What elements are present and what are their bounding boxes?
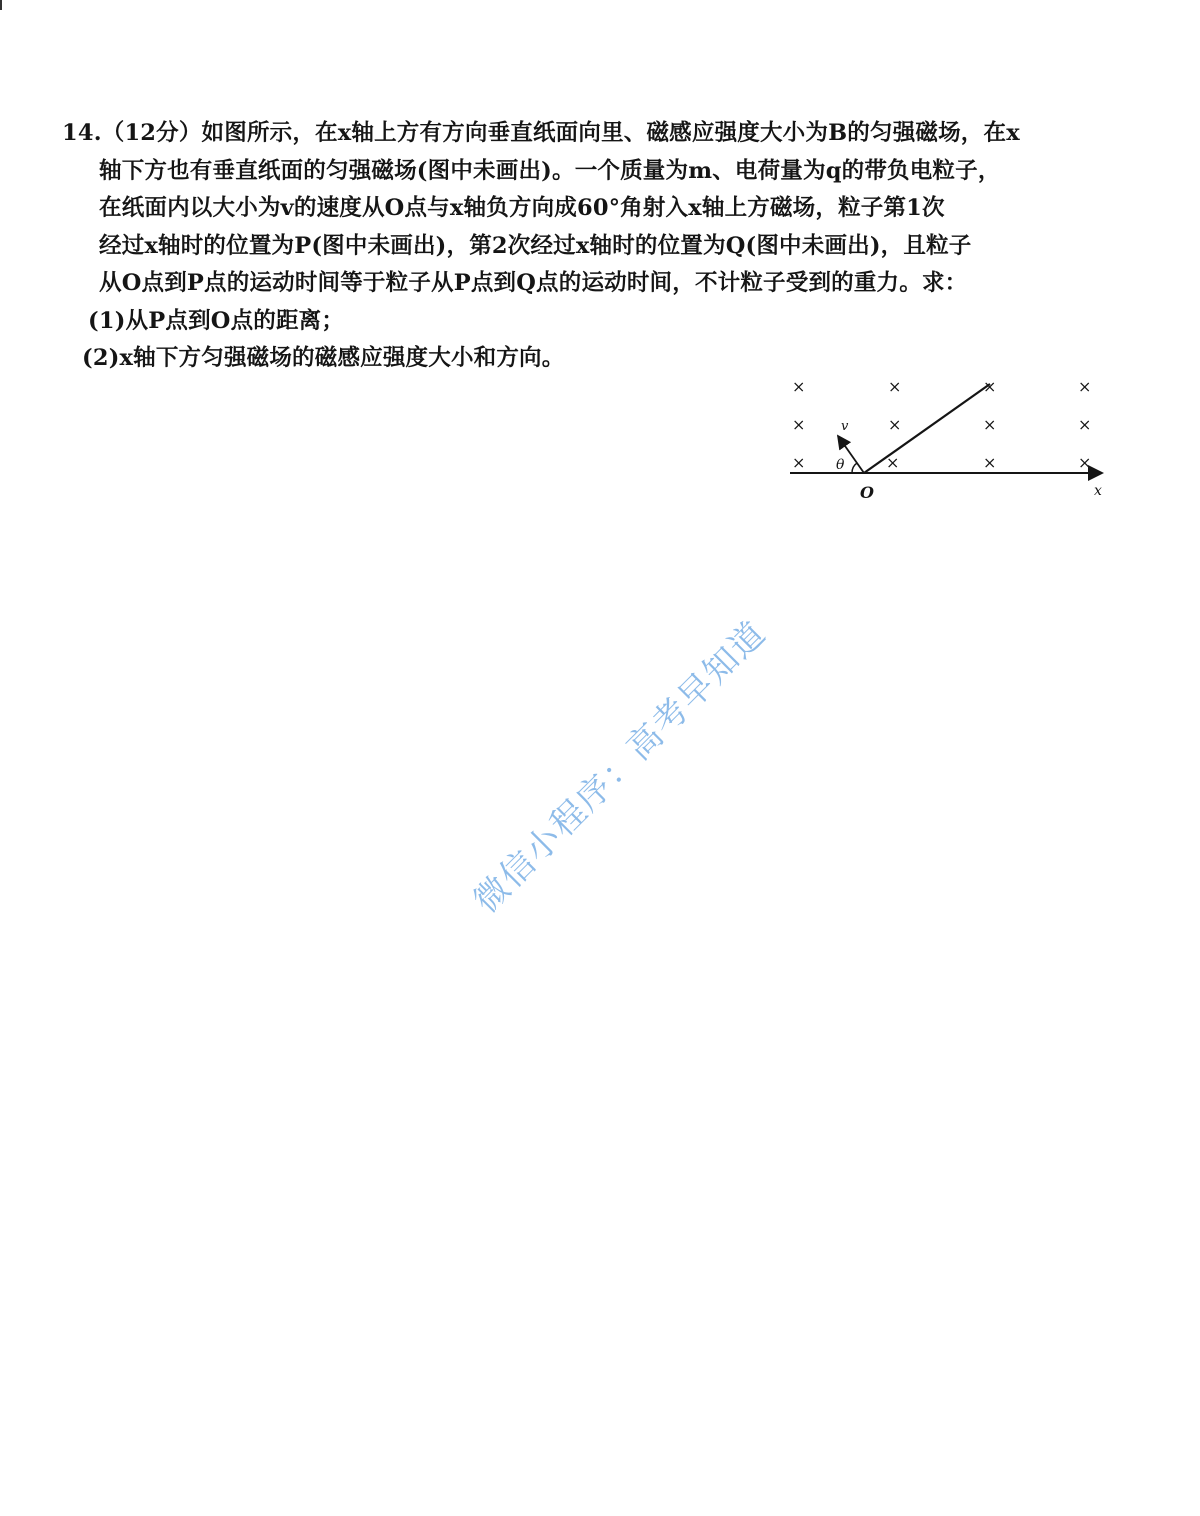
question-2: (2)x轴下方匀强磁场的磁感应强度大小和方向。 <box>82 345 565 371</box>
field-x-symbol: × <box>1078 453 1092 472</box>
question-1: (1)从P点到O点的距离； <box>88 307 345 334</box>
angle-arc <box>852 463 857 473</box>
field-x-symbol: × <box>792 415 806 434</box>
angle-label: θ <box>836 457 845 473</box>
problem-stem-line-5: 从O点到P点的运动时间等于粒子从P点到Q点的运动时间，不计粒子受到的重力。求： <box>99 270 968 296</box>
field-x-symbol: × <box>983 415 997 434</box>
field-x-symbol: × <box>1078 377 1092 396</box>
field-x-symbol: × <box>983 377 997 396</box>
problem-14 <box>62 115 1122 378</box>
field-x-symbol: × <box>983 453 997 472</box>
problem-stem-line-2: 轴下方也有垂直纸面的匀强磁场(图中未画出)。一个质量为m、电荷量为q的带负电粒子， <box>99 157 1001 184</box>
field-x-symbol: × <box>792 377 806 396</box>
field-x-symbol: × <box>1078 415 1092 434</box>
watermark-text: 微信小程序：高考早知道 <box>466 612 775 922</box>
problem-stem-line-4: 经过x轴时的位置为P(图中未画出)，第2次经过x轴时的位置为Q(图中未画出)，且粒子 <box>99 232 972 259</box>
velocity-label: v <box>841 419 849 434</box>
axis-label: x <box>1094 483 1102 499</box>
problem-stem-line-3: 在纸面内以大小为v的速度从O点与x轴负方向成60°角射入x轴上方磁场，粒子第1次 <box>99 195 945 221</box>
oblique-line <box>864 384 990 473</box>
magnetic-field-diagram <box>780 372 1120 502</box>
origin-label: O <box>860 483 874 502</box>
field-x-symbol: × <box>792 453 806 472</box>
scan-edge-mark <box>0 0 2 10</box>
field-x-symbol: × <box>888 377 902 396</box>
field-x-symbol: × <box>886 453 900 472</box>
problem-stem-line-1: 14.（12分）如图所示，在x轴上方有方向垂直纸面向里、磁感应强度大小为B的匀强磁场，在x <box>62 120 1020 146</box>
field-x-symbol: × <box>888 415 902 434</box>
